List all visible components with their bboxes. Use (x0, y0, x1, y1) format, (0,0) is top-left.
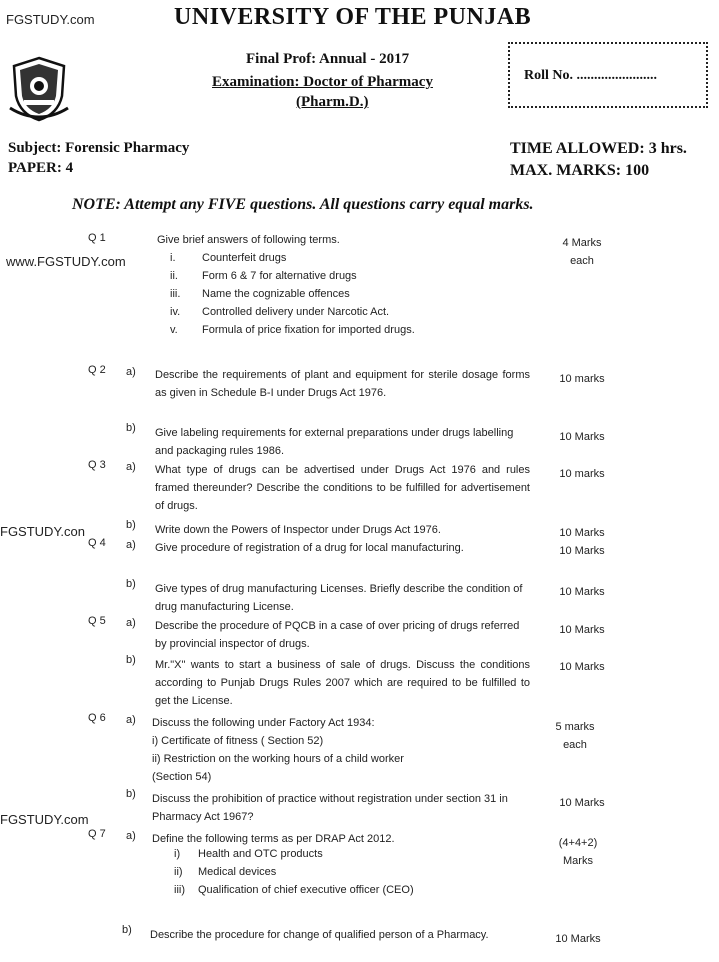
part-label: b) (122, 924, 132, 936)
question-marks: 10 Marks (559, 431, 605, 443)
list-text: Formula of price fixation for imported drugs. (202, 324, 415, 336)
list-roman: v. (170, 324, 178, 336)
question-text: What type of drugs can be advertised under Drugs Act 1976 and rules framed thereunder? Describe the conditions to be fulfilled for advertisement of drugs. (155, 464, 530, 512)
question-text: Describe the requirements of plant and equipment for sterile dosage forms as given in Schedule B-I under Drugs Act 1976. (155, 369, 530, 399)
list-item (170, 306, 389, 318)
marks-line: 4 Marks (562, 237, 602, 249)
part-label: b) (126, 578, 136, 590)
question-number: Q 5 (88, 615, 106, 627)
list-item (170, 288, 350, 300)
question-marks: 10 Marks (559, 797, 605, 809)
question-marks: 10 Marks (559, 624, 605, 636)
part-label: b) (126, 788, 136, 800)
list-text: Controlled delivery under Narcotic Act. (202, 306, 390, 318)
list-item (174, 884, 414, 896)
part-label: a) (126, 617, 136, 629)
note-instruction: NOTE: Attempt any FIVE questions. All questions carry equal marks. (72, 196, 534, 213)
watermark-side: www.FGSTUDY.com (6, 254, 126, 269)
part-label: b) (126, 422, 136, 434)
question-marks: 10 Marks (559, 661, 605, 673)
list-text: Medical devices (198, 866, 277, 878)
university-title: UNIVERSITY OF THE PUNJAB (174, 4, 532, 30)
question-number: Q 6 (88, 712, 106, 724)
question-number: Q 4 (88, 537, 106, 549)
list-item (170, 324, 415, 336)
question-text: Give procedure of registration of a drug for local manufacturing. (155, 542, 464, 554)
list-roman: ii. (170, 270, 178, 282)
question-text: Mr."X" wants to start a business of sale of drugs. Discuss the conditions according to Punjab Drugs Rules 2007 which are required to be fulfilled to get the License. (155, 659, 530, 707)
list-roman: iii. (170, 288, 181, 300)
university-seal-icon (8, 56, 70, 122)
question-marks: 10 Marks (559, 586, 605, 598)
marks-line: each (563, 739, 587, 751)
marks-line: each (570, 255, 594, 267)
question-text: Discuss the prohibition of practice without registration under section 31 in Pharmacy Act 1967? (152, 793, 508, 823)
question-marks: 10 marks (559, 468, 605, 480)
paper-label: PAPER: 4 (8, 160, 74, 176)
question-number: Q 3 (88, 459, 106, 471)
list-roman: iii) (174, 884, 185, 896)
degree-name: (Pharm.D.) (296, 94, 369, 110)
list-text: Name the cognizable offences (202, 288, 350, 300)
subject-label: Subject: Forensic Pharmacy (8, 140, 190, 156)
max-marks: MAX. MARKS: 100 (510, 162, 650, 179)
list-roman: ii) (174, 866, 183, 878)
question-text: Write down the Powers of Inspector under Drugs Act 1976. (155, 524, 441, 536)
marks-line: Marks (563, 855, 593, 867)
watermark-side: FGSTUDY.con (0, 524, 86, 539)
list-item (170, 270, 357, 282)
question-marks (542, 234, 622, 270)
list-text: Form 6 & 7 for alternative drugs (202, 270, 357, 282)
list-text: Qualification of chief executive officer (CEO) (198, 884, 414, 896)
part-label: b) (126, 654, 136, 666)
list-item (170, 252, 286, 264)
marks-line: 5 marks (555, 721, 595, 733)
part-label: a) (126, 830, 136, 842)
question-text: Describe the procedure of PQCB in a case of over pricing of drugs referred by provincial inspector of drugs. (155, 620, 520, 650)
list-roman: iv. (170, 306, 181, 318)
time-allowed: TIME ALLOWED: 3 hrs. (510, 140, 687, 157)
list-item (174, 866, 276, 878)
exam-line: Final Prof: Annual - 2017 (246, 51, 410, 67)
question-text: Give labeling requirements for external preparations under drugs labelling and packaging rules 1986. (155, 427, 514, 457)
question-marks: 10 marks (559, 373, 605, 385)
part-label: a) (126, 366, 136, 378)
question-marks (538, 834, 618, 870)
list-item (174, 848, 323, 860)
part-label: a) (126, 539, 136, 551)
list-text: Counterfeit drugs (202, 252, 287, 264)
sub-item: ii) Restriction on the working hours of a child worker (Section 54) (152, 753, 404, 783)
list-roman: i) (174, 848, 181, 860)
question-text: Give brief answers of following terms. (157, 234, 340, 246)
list-roman: i. (170, 252, 176, 264)
part-label: a) (126, 714, 136, 726)
part-label: a) (126, 461, 136, 473)
question-marks: 10 Marks (555, 933, 601, 945)
sub-item: i) Certificate of fitness ( Section 52) (152, 735, 324, 747)
roll-no-box (508, 42, 708, 108)
question-text: Discuss the following under Factory Act 1934: (152, 717, 375, 729)
watermark-top: FGSTUDY.com (6, 12, 95, 27)
question-marks: 10 Marks (559, 545, 605, 557)
roll-no-label: Roll No. ....................... (524, 68, 657, 83)
question-number: Q 2 (88, 364, 106, 376)
watermark-side: FGSTUDY.com (0, 812, 89, 827)
question-number: Q 1 (88, 232, 106, 244)
question-marks (535, 718, 615, 754)
question-text: Define the following terms as per DRAP Act 2012. (152, 833, 395, 845)
question-number: Q 7 (88, 828, 106, 840)
question-text: Give types of drug manufacturing Licenses. Briefly describe the condition of drug manufacturing License. (155, 583, 523, 613)
part-label: b) (126, 519, 136, 531)
list-text: Health and OTC products (198, 848, 323, 860)
question-text: Describe the procedure for change of qualified person of a Pharmacy. (150, 929, 489, 941)
examination-name: Examination: Doctor of Pharmacy (212, 74, 433, 90)
question-marks: 10 Marks (559, 527, 605, 539)
marks-line: (4+4+2) (558, 837, 598, 849)
